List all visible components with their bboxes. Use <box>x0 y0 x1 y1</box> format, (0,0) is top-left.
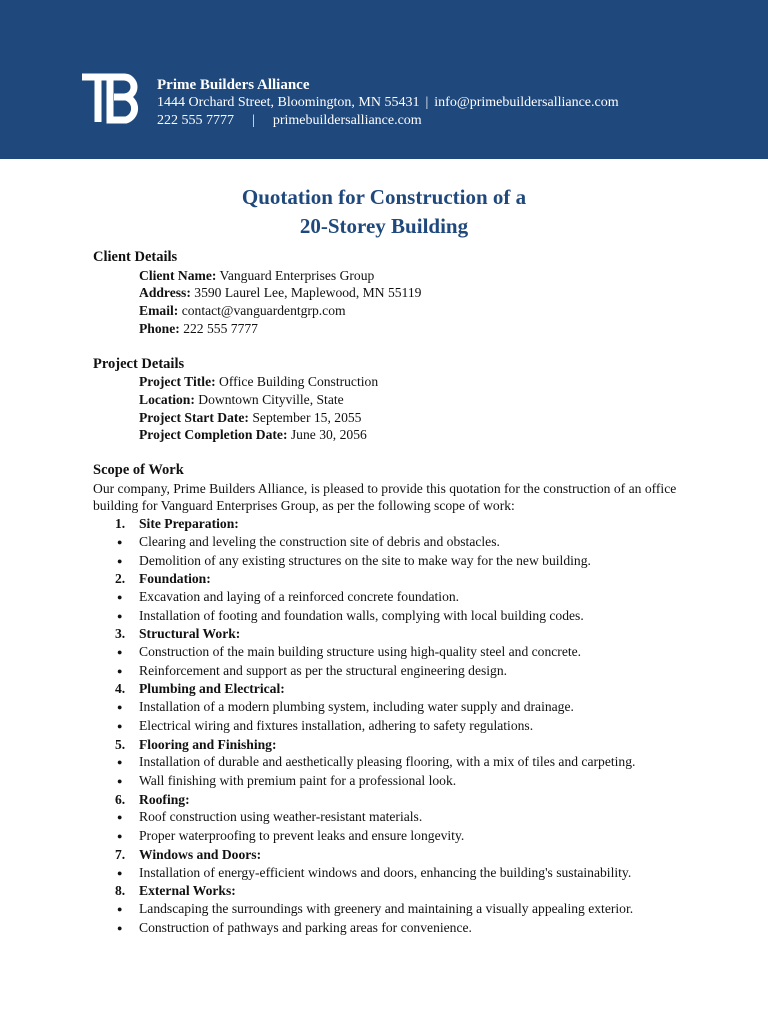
company-contact-line: 222 555 7777 | primebuildersalliance.com <box>157 113 422 128</box>
scope-bullet-text: Clearing and leveling the construction site of debris and obstacles. <box>139 533 500 549</box>
scope-bullet-text: Landscaping the surroundings with greenery and maintaining a visually appealing exterior. <box>139 900 634 916</box>
title-line-1: Quotation for Construction of a <box>241 185 527 209</box>
title-line-2: 20-Storey Building <box>299 214 469 238</box>
bullet-icon: ● <box>117 867 123 878</box>
scope-item-heading <box>93 846 683 864</box>
project-title-row: Project Title: Office Building Construction <box>139 374 379 390</box>
scope-item-number: 2. <box>115 571 126 587</box>
scope-item-number: 7. <box>115 846 126 862</box>
bullet-icon: ● <box>117 757 123 768</box>
project-details-fields <box>93 373 683 444</box>
client-name-row: Client Name: Vanguard Enterprises Group <box>139 267 375 283</box>
company-email: info@primebuildersalliance.com <box>434 95 619 110</box>
scope-bullet-text: Installation of a modern plumbing system, including water supply and drainage. <box>139 699 574 715</box>
bullet-icon: ● <box>117 591 123 602</box>
scope-bullet <box>93 900 683 919</box>
bullet-icon: ● <box>117 812 123 823</box>
document-body <box>93 249 683 937</box>
bullet-icon: ● <box>117 647 123 658</box>
bullet-icon: ● <box>117 610 123 621</box>
bullet-icon: ● <box>117 775 123 786</box>
scope-bullet-text: Excavation and laying of a reinforced concrete foundation. <box>139 588 460 604</box>
scope-item-number: 6. <box>115 791 126 807</box>
scope-bullet-text: Electrical wiring and fixtures installation, adhering to safety regulations. <box>139 717 534 733</box>
scope-bullet <box>93 698 683 717</box>
scope-list <box>93 515 683 937</box>
company-website: primebuildersalliance.com <box>272 113 422 128</box>
scope-bullet <box>93 643 683 662</box>
scope-bullet <box>93 662 683 681</box>
bullet-icon: ● <box>117 720 123 731</box>
bullet-icon: ● <box>117 922 123 933</box>
scope-bullet <box>93 827 683 846</box>
scope-bullet-text: Reinforcement and support as per the structural engineering design. <box>139 662 508 678</box>
scope-item-title: Site Preparation: <box>139 516 239 532</box>
project-details-heading: Project Details <box>93 355 185 372</box>
scope-intro: Our company, Prime Builders Alliance, is pleased to provide this quotation for the construction of an office building for Vanguard Enterprises Group, as per the following scope of work: <box>93 480 677 514</box>
company-phone: 222 555 7777 <box>157 113 234 128</box>
company-address-line: 1444 Orchard Street, Bloomington, MN 55431 | info@primebuildersalliance.com <box>157 95 619 110</box>
scope-bullet <box>93 552 683 571</box>
bullet-icon: ● <box>117 536 123 547</box>
scope-item-heading <box>93 791 683 809</box>
scope-bullet <box>93 808 683 827</box>
scope-bullet-text: Installation of energy-efficient windows and doors, enhancing the building's sustainability. <box>139 864 632 880</box>
scope-bullet-text: Proper waterproofing to prevent leaks and ensure longevity. <box>139 828 465 844</box>
scope-bullet <box>93 588 683 607</box>
scope-bullet-text: Construction of the main building structure using high-quality steel and concrete. <box>139 644 582 660</box>
scope-item-heading <box>93 570 683 588</box>
scope-bullet-text: Wall finishing with premium paint for a professional look. <box>139 772 457 788</box>
company-address: 1444 Orchard Street, Bloomington, MN 55431 <box>157 95 420 110</box>
scope-item-title: Flooring and Finishing: <box>139 736 277 752</box>
scope-bullet-text: Installation of footing and foundation walls, complying with local building codes. <box>139 607 584 623</box>
scope-item-number: 8. <box>115 883 126 899</box>
scope-item-heading <box>93 515 683 533</box>
scope-bullet <box>93 717 683 736</box>
bullet-icon: ● <box>117 665 123 676</box>
scope-item-title: Structural Work: <box>139 626 241 642</box>
scope-bullet <box>93 864 683 883</box>
scope-bullet <box>93 919 683 938</box>
company-name: Prime Builders Alliance <box>157 77 310 93</box>
scope-item-heading <box>93 680 683 698</box>
scope-bullet <box>93 533 683 552</box>
client-address-row: Address: 3590 Laurel Lee, Maplewood, MN 55119 <box>139 285 422 301</box>
company-logo-icon <box>80 72 144 124</box>
scope-item-number: 5. <box>115 736 126 752</box>
scope-bullet-text: Construction of pathways and parking areas for convenience. <box>139 919 472 935</box>
scope-item-number: 1. <box>115 516 126 532</box>
scope-item-heading <box>93 882 683 900</box>
scope-bullet-text: Roof construction using weather-resistant materials. <box>139 809 423 825</box>
scope-bullet-text: Installation of durable and aesthetically pleasing flooring, with a mix of tiles and carpeting. <box>139 754 636 770</box>
letterhead <box>0 0 768 159</box>
project-completion-row: Project Completion Date: June 30, 2056 <box>139 427 367 443</box>
scope-bullet <box>93 607 683 626</box>
scope-bullet-text: Demolition of any existing structures on the site to make way for the new building. <box>139 552 591 568</box>
bullet-icon: ● <box>117 903 123 914</box>
company-info <box>157 76 619 130</box>
client-details-heading: Client Details <box>93 249 178 265</box>
scope-item-title: Windows and Doors: <box>139 846 262 862</box>
scope-heading: Scope of Work <box>93 462 184 479</box>
scope-item-number: 3. <box>115 626 126 642</box>
project-start-row: Project Start Date: September 15, 2055 <box>139 409 362 425</box>
scope-item-title: Foundation: <box>139 571 211 587</box>
scope-item-title: Plumbing and Electrical: <box>139 681 285 697</box>
scope-item-heading <box>93 736 683 754</box>
scope-item-heading <box>93 625 683 643</box>
bullet-icon: ● <box>117 702 123 713</box>
scope-item-title: Roofing: <box>139 791 190 807</box>
scope-bullet <box>93 753 683 772</box>
bullet-icon: ● <box>117 831 123 842</box>
client-details-fields <box>93 267 683 338</box>
client-email-row: Email: contact@vanguardentgrp.com <box>139 303 346 319</box>
bullet-icon: ● <box>117 555 123 566</box>
scope-item-title: External Works: <box>139 883 236 899</box>
scope-bullet <box>93 772 683 791</box>
project-location-row: Location: Downtown Cityville, State <box>139 391 344 407</box>
document-title <box>0 183 768 241</box>
scope-item-number: 4. <box>115 681 126 697</box>
client-phone-row: Phone: 222 555 7777 <box>139 320 258 336</box>
